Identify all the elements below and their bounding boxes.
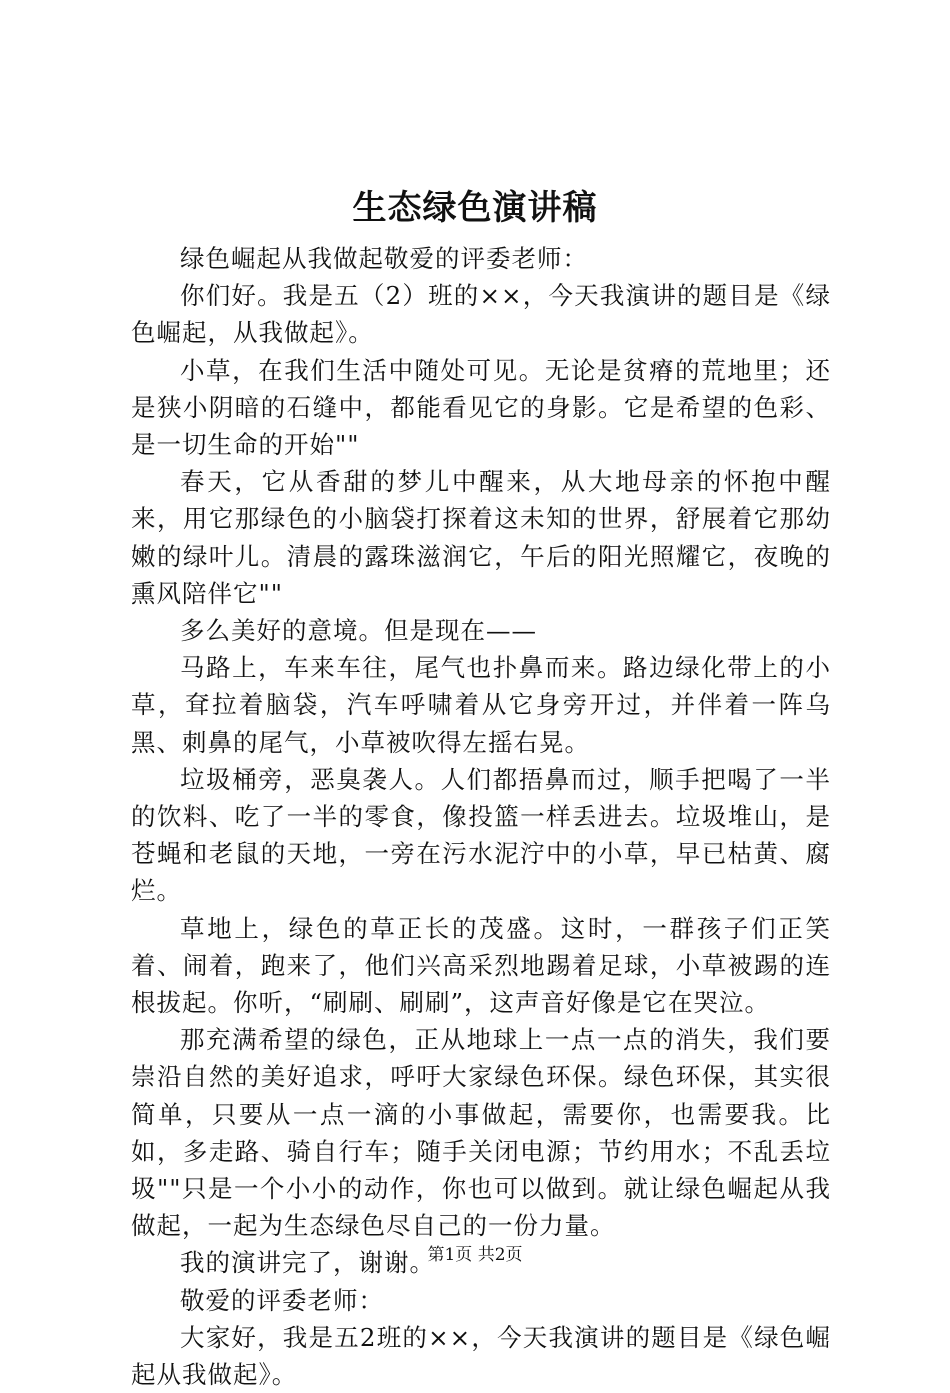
paragraph: 垃圾桶旁，恶臭袭人。人们都捂鼻而过，顺手把喝了一半的饮料、吃了一半的零食，像投篮一样丢进去。垃圾堆山，是苍蝇和老鼠的天地，一旁在污水泥泞中的小草，早已枯黄、腐烂。 [131, 764, 831, 906]
page-footer: 第1页 共2页 [427, 1245, 523, 1265]
paragraph: 敬爱的评委老师： [180, 1285, 384, 1315]
paragraph: 绿色崛起从我做起敬爱的评委老师： [180, 244, 588, 273]
paragraph: 多么美好的意境。但是现在—— [180, 616, 537, 646]
paragraph: 春天，它从香甜的梦儿中醒来，从大地母亲的怀抱中醒来，用它那绿色的小脑袋打探着这未知的世界，舒展着它那幼嫩的绿叶儿。清晨的露珠滋润它，午后的阳光照耀它，夜晚的熏风陪伴它"" [131, 467, 831, 608]
document-title: 生态绿色演讲稿 [352, 188, 598, 228]
paragraph: 小草，在我们生活中随处可见。无论是贫瘠的荒地里；还是狭小阴暗的石缝中，都能看见它的身影。它是希望的色彩、是一切生命的开始"" [131, 355, 831, 460]
paragraph: 草地上，绿色的草正长的茂盛。这时，一群孩子们正笑着、闹着，跑来了，他们兴高采烈地踢着足球，小草被踢的连根拔起。你听，“刷刷、刷刷”，这声音好像是它在哭泣。 [131, 913, 831, 1018]
paragraph: 大家好，我是五2班的××，今天我演讲的题目是《绿色崛起从我做起》。 [131, 1322, 831, 1390]
paragraph: 马路上，车来车往，尾气也扑鼻而来。路边绿化带上的小草，耷拉着脑袋，汽车呼啸着从它身旁开过，并伴着一阵乌黑、刺鼻的尾气，小草被吹得左摇右晃。 [131, 653, 831, 757]
paragraph: 那充满希望的绿色，正从地球上一点一点的消失，我们要崇沿自然的美好追求，呼吁大家绿色环保。绿色环保，其实很简单，只要从一点一滴的小事做起，需要你，也需要我。比如，多走路、骑自行车；随手关闭电源；节约用水；不乱丢垃圾""只是一个小小的动作，你也可以做到。就让绿色崛起从我做起，一起为生态绿色尽自己的一份力量。 [131, 1025, 831, 1241]
document-body [131, 240, 831, 1393]
paragraph: 我的演讲完了，谢谢。 [180, 1248, 435, 1278]
paragraph: 你们好。我是五（2）班的××，今天我演讲的题目是《绿色崛起，从我做起》。 [131, 281, 831, 348]
